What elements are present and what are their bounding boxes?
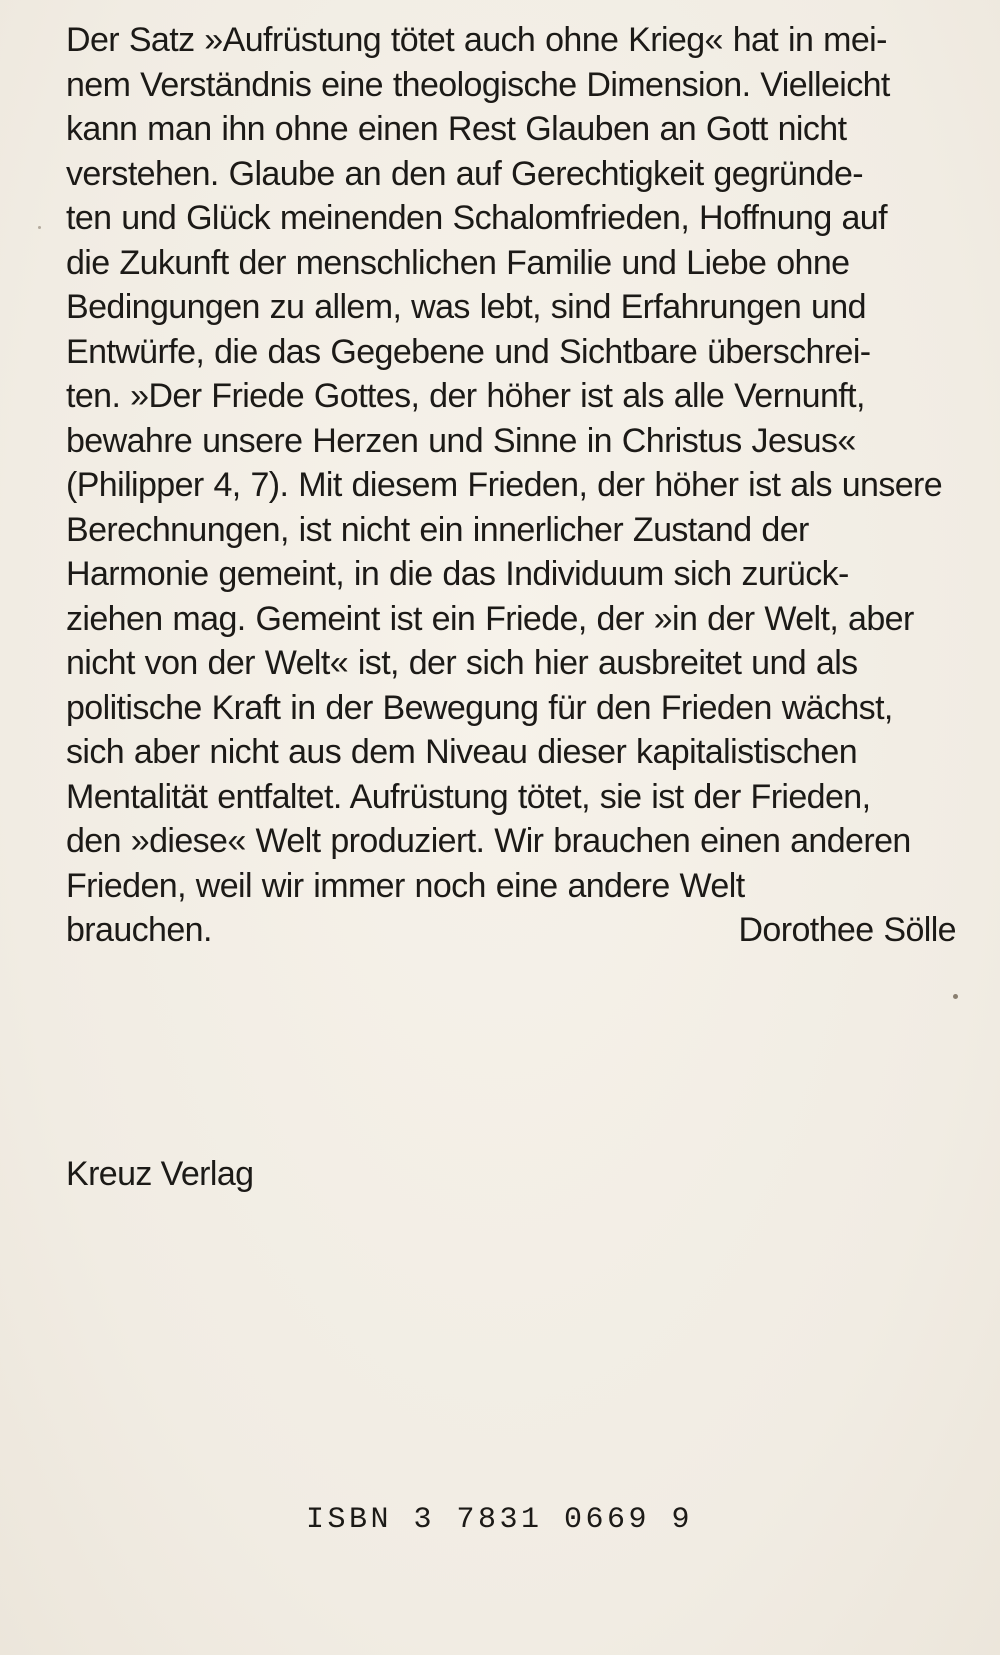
blurb-line: politische Kraft in der Bewegung für den Frieden wächst,: [66, 688, 893, 727]
blurb-line: verstehen. Glaube an den auf Gerechtigkeit gegründe-: [66, 154, 864, 193]
blurb-text: [66, 18, 956, 953]
paper-speck: [38, 226, 41, 229]
blurb-line: (Philipper 4, 7). Mit diesem Frieden, der höher ist als unsere: [66, 466, 943, 504]
blurb-line: Mentalität entfaltet. Aufrüstung tötet, sie ist der Frieden,: [66, 777, 871, 816]
blurb-line: Harmonie gemeint, in die das Individuum sich zurück-: [66, 555, 849, 593]
blurb-line: nicht von der Welt« ist, der sich hier ausbreitet und als: [66, 644, 858, 682]
blurb-line: Bedingungen zu allem, was lebt, sind Erfahrungen und: [66, 288, 866, 326]
blurb-line: Der Satz »Aufrüstung tötet auch ohne Krieg« hat in mei-: [66, 21, 887, 59]
blurb-line: kann man ihn ohne einen Rest Glauben an Gott nicht: [66, 110, 847, 148]
blurb-line: die Zukunft der menschlichen Familie und Liebe ohne: [66, 243, 850, 282]
blurb-line: sich aber nicht aus dem Niveau dieser kapitalistischen: [66, 733, 858, 771]
isbn-number: ISBN 3 7831 0669 9: [306, 1503, 694, 1537]
blurb-line: Frieden, weil wir immer noch eine andere Welt: [66, 866, 745, 905]
author-name: Dorothee Sölle: [738, 911, 956, 949]
paper-speck: [953, 994, 958, 999]
blurb-line: Entwürfe, die das Gegebene und Sichtbare überschrei-: [66, 332, 871, 371]
blurb-closing-text: brauchen.: [66, 911, 212, 949]
blurb-line: nem Verständnis eine theologische Dimension. Vielleicht: [66, 65, 890, 104]
blurb-closing-line: [66, 908, 956, 953]
publisher-name: Kreuz Verlag: [66, 1155, 254, 1193]
blurb-line: Berechnungen, ist nicht ein innerlicher Zustand der: [66, 510, 809, 549]
blurb-line: ziehen mag. Gemeint ist ein Friede, der »in der Welt, aber: [66, 599, 914, 638]
blurb-line: ten und Glück meinenden Schalomfrieden, Hoffnung auf: [66, 199, 887, 237]
blurb-line: den »diese« Welt produziert. Wir brauchen einen anderen: [66, 822, 911, 860]
blurb-line: ten. »Der Friede Gottes, der höher ist als alle Vernunft,: [66, 377, 865, 415]
blurb-line: bewahre unsere Herzen und Sinne in Christus Jesus«: [66, 421, 856, 460]
